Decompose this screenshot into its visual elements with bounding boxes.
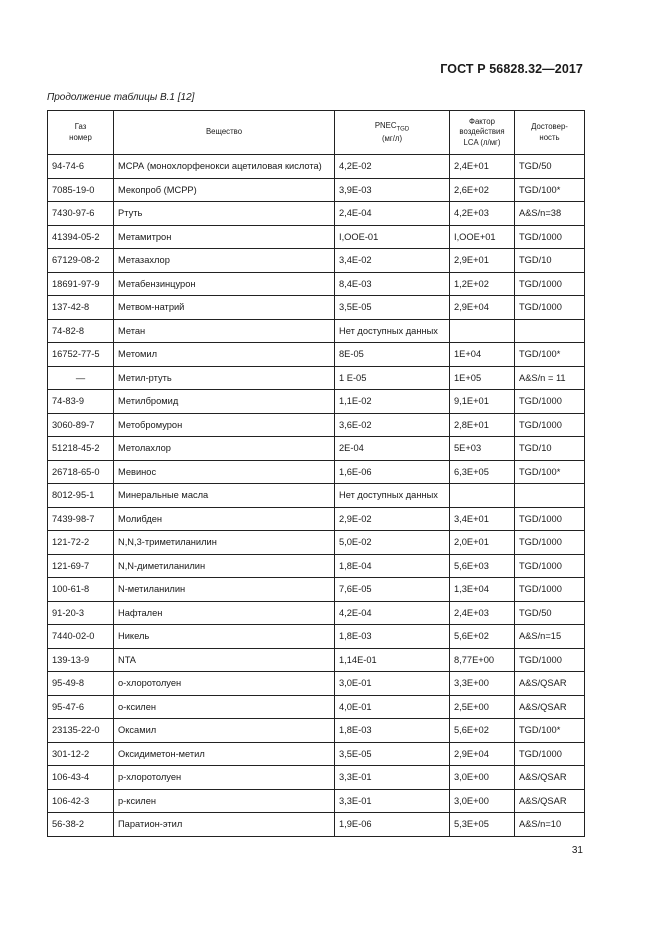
cell-cas: 8012-95-1 [48,484,114,508]
col-header-lca: Фактор воздействия LCA (л/мг) [450,111,515,155]
col-header-pnec: $PNEC_{TGD}$ (мг/л) [335,111,450,155]
cell-reliability: TGD/1000 [515,578,585,602]
table-row [48,413,585,437]
cell-pnec: 1 Е-05 [335,366,450,390]
substance-table [47,110,585,837]
cell-substance: Метобромурон [114,413,335,437]
cell-cas: — [48,366,114,390]
cell-lca: 2,4Е+01 [450,155,515,179]
cell-cas: 74-83-9 [48,390,114,414]
cell-lca: 4,2Е+03 [450,202,515,226]
table-header-row [48,111,585,155]
table-row [48,249,585,273]
table-row [48,507,585,531]
cell-cas: 26718-65-0 [48,460,114,484]
table-row [48,484,585,508]
cell-pnec: 3,3Е-01 [335,789,450,813]
cell-lca: 2,4Е+03 [450,601,515,625]
table-row [48,742,585,766]
cell-cas: 95-49-8 [48,672,114,696]
cell-substance: р-хлоротолуен [114,766,335,790]
cell-reliability: TGD/1000 [515,296,585,320]
cell-lca: 2,0Е+01 [450,531,515,555]
cell-lca: 1Е+04 [450,343,515,367]
cell-lca: 1,2Е+02 [450,272,515,296]
col-header-reliability: Достовер- ность [515,111,585,155]
cell-reliability: A&S/QSAR [515,789,585,813]
cell-pnec: 2,9Е-02 [335,507,450,531]
cell-lca: 5,3Е+05 [450,813,515,837]
cell-substance: р-ксилен [114,789,335,813]
cell-substance: N,N-диметиланилин [114,554,335,578]
cell-reliability: A&S/QSAR [515,672,585,696]
table-row [48,625,585,649]
cell-pnec: I,OOE-01 [335,225,450,249]
cell-pnec: 8Е-05 [335,343,450,367]
cell-reliability: TGD/50 [515,155,585,179]
cell-substance: Метан [114,319,335,343]
cell-substance: Мекопроб (МСРР) [114,178,335,202]
cell-reliability: TGD/1000 [515,531,585,555]
cell-lca: 5Е+03 [450,437,515,461]
cell-pnec: 8,4Е-03 [335,272,450,296]
cell-substance: N-метиланилин [114,578,335,602]
table-row [48,460,585,484]
table-row [48,766,585,790]
cell-cas: 139-13-9 [48,648,114,672]
cell-pnec: 4,0Е-01 [335,695,450,719]
cell-reliability: TGD/100* [515,343,585,367]
cell-lca: 2,9Е+01 [450,249,515,273]
table-row [48,296,585,320]
cell-cas: 106-43-4 [48,766,114,790]
cell-lca: 9,1Е+01 [450,390,515,414]
cell-reliability: TGD/1000 [515,272,585,296]
cell-pnec: 1,8Е-03 [335,625,450,649]
cell-reliability [515,484,585,508]
cell-cas: 7439-98-7 [48,507,114,531]
cell-substance: Нафтален [114,601,335,625]
cell-reliability: TGD/100* [515,460,585,484]
cell-substance: NTA [114,648,335,672]
cell-reliability: TGD/1000 [515,554,585,578]
table-row [48,672,585,696]
table-row [48,601,585,625]
cell-reliability: TGD/10 [515,437,585,461]
cell-pnec: Нет доступных данных [335,319,450,343]
cell-lca: 2,6Е+02 [450,178,515,202]
cell-lca: 1Е+05 [450,366,515,390]
cell-substance: N,N,3-триметиланилин [114,531,335,555]
cell-pnec: 1,8Е-04 [335,554,450,578]
cell-substance: Никель [114,625,335,649]
table-body [48,155,585,837]
cell-reliability: A&S/n=38 [515,202,585,226]
cell-lca: 5,6Е+02 [450,625,515,649]
cell-cas: 74-82-8 [48,319,114,343]
table-row [48,437,585,461]
cell-pnec: 3,5Е-05 [335,742,450,766]
cell-cas: 94-74-6 [48,155,114,179]
cell-lca: 5,6Е+02 [450,719,515,743]
cell-substance: Метамитрон [114,225,335,249]
cell-cas: 16752-77-5 [48,343,114,367]
cell-substance: Мевинос [114,460,335,484]
table-row [48,225,585,249]
cell-pnec: 3,4Е-02 [335,249,450,273]
page-number: 31 [571,845,583,856]
table-row [48,390,585,414]
table-row [48,719,585,743]
cell-reliability: TGD/50 [515,601,585,625]
cell-lca [450,484,515,508]
cell-cas: 67129-08-2 [48,249,114,273]
cell-cas: 3060-89-7 [48,413,114,437]
document-code: ГОСТ Р 56828.32—2017 [440,62,583,76]
cell-reliability: A&S/n = 11 [515,366,585,390]
cell-substance: Метил-ртуть [114,366,335,390]
cell-substance: Метабензинцурон [114,272,335,296]
table-row [48,178,585,202]
cell-cas: 7085-19-0 [48,178,114,202]
cell-lca: 6,3Е+05 [450,460,515,484]
cell-pnec: 4,2Е-02 [335,155,450,179]
cell-substance: Метолахлор [114,437,335,461]
cell-pnec: 5,0Е-02 [335,531,450,555]
cell-reliability: A&S/QSAR [515,695,585,719]
cell-cas: 23135-22-0 [48,719,114,743]
cell-substance: Метомил [114,343,335,367]
cell-pnec: 2,4Е-04 [335,202,450,226]
cell-reliability: A&S/n=10 [515,813,585,837]
cell-lca: 3,4Е+01 [450,507,515,531]
cell-substance: Оксамил [114,719,335,743]
cell-cas: 137-42-8 [48,296,114,320]
cell-substance: Паратион-этил [114,813,335,837]
cell-reliability [515,319,585,343]
cell-substance: МСРА (монохлорфенокси ацетиловая кислота) [114,155,335,179]
cell-cas: 100-61-8 [48,578,114,602]
cell-lca [450,319,515,343]
cell-pnec: Нет доступных данных [335,484,450,508]
table-caption: Продолжение таблицы В.1 [12] [47,92,195,103]
cell-reliability: TGD/1000 [515,390,585,414]
cell-reliability: TGD/100* [515,719,585,743]
table-row [48,343,585,367]
table-row [48,554,585,578]
cell-cas: 7430-97-6 [48,202,114,226]
cell-cas: 301-12-2 [48,742,114,766]
cell-pnec: 1,9Е-06 [335,813,450,837]
cell-lca: 1,3Е+04 [450,578,515,602]
cell-cas: 18691-97-9 [48,272,114,296]
cell-substance: Молибден [114,507,335,531]
cell-reliability: TGD/100* [515,178,585,202]
cell-substance: Оксидиметон-метил [114,742,335,766]
col-header-cas: Газ номер [48,111,114,155]
cell-pnec: 2Е-04 [335,437,450,461]
table-row [48,531,585,555]
cell-cas: 56-38-2 [48,813,114,837]
cell-pnec: 1,1Е-02 [335,390,450,414]
table-row [48,155,585,179]
cell-reliability: A&S/n=15 [515,625,585,649]
cell-lca: I,OOE+01 [450,225,515,249]
cell-reliability: TGD/10 [515,249,585,273]
cell-cas: 91-20-3 [48,601,114,625]
table-row [48,319,585,343]
cell-cas: 41394-05-2 [48,225,114,249]
cell-lca: 2,9Е+04 [450,742,515,766]
cell-reliability: TGD/1000 [515,225,585,249]
cell-pnec: 3,0Е-01 [335,672,450,696]
cell-cas: 7440-02-0 [48,625,114,649]
table-row [48,789,585,813]
cell-lca: 5,6Е+03 [450,554,515,578]
cell-cas: 121-69-7 [48,554,114,578]
cell-pnec: 1,14Е-01 [335,648,450,672]
table-row [48,202,585,226]
cell-reliability: TGD/1000 [515,648,585,672]
cell-cas: 95-47-6 [48,695,114,719]
cell-substance: о-ксилен [114,695,335,719]
cell-pnec: 1,8Е-03 [335,719,450,743]
cell-cas: 51218-45-2 [48,437,114,461]
cell-substance: Метазахлор [114,249,335,273]
cell-reliability: TGD/1000 [515,742,585,766]
cell-cas: 106-42-3 [48,789,114,813]
cell-pnec: 7,6Е-05 [335,578,450,602]
cell-lca: 8,77Е+00 [450,648,515,672]
cell-pnec: 3,9Е-03 [335,178,450,202]
cell-reliability: TGD/1000 [515,413,585,437]
table-row [48,813,585,837]
cell-lca: 2,9Е+04 [450,296,515,320]
col-header-substance: Вещество [114,111,335,155]
cell-lca: 3,0Е+00 [450,789,515,813]
cell-reliability: A&S/QSAR [515,766,585,790]
cell-lca: 3,3Е+00 [450,672,515,696]
cell-cas: 121-72-2 [48,531,114,555]
cell-reliability: TGD/1000 [515,507,585,531]
cell-substance: о-хлоротолуен [114,672,335,696]
cell-pnec: 3,3Е-01 [335,766,450,790]
cell-pnec: 3,6Е-02 [335,413,450,437]
cell-lca: 3,0Е+00 [450,766,515,790]
cell-pnec: 1,6Е-06 [335,460,450,484]
cell-pnec: 4,2Е-04 [335,601,450,625]
cell-lca: 2,5Е+00 [450,695,515,719]
table-row [48,272,585,296]
table-row [48,695,585,719]
cell-substance: Ртуть [114,202,335,226]
cell-substance: Метилбромид [114,390,335,414]
cell-lca: 2,8Е+01 [450,413,515,437]
cell-pnec: 3,5Е-05 [335,296,450,320]
cell-substance: Метвом-натрий [114,296,335,320]
table-row [48,648,585,672]
table-row [48,578,585,602]
cell-substance: Минеральные масла [114,484,335,508]
table-row [48,366,585,390]
